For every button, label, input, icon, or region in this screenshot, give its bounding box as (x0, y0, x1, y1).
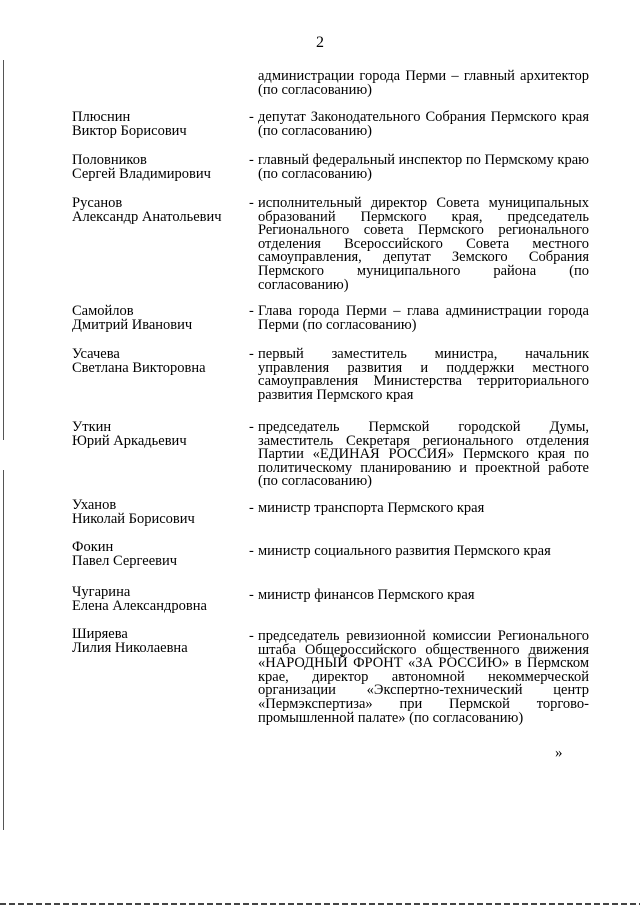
member-position-text: Глава города Перми – глава администрации города Перми (по согласованию) (258, 303, 589, 333)
member-name (72, 154, 247, 181)
member-position (249, 346, 589, 403)
member-position-text: председатель ревизионной комиссии Регионального штаба Общероссийского общественного движения «НАРОДНЫЙ ФРОНТ «ЗА РОССИЮ» в Пермском крае, директор автономной некоммерческой организации «Экспертно-технический центр «Пермэкспертиза» при Пермской торгово-промышленной палате» (по согласованию) (258, 628, 589, 726)
member-given-names: Елена Александровна (72, 597, 207, 614)
continuation-text: администрации города Перми – главный архитектор (по согласованию) (258, 68, 589, 98)
member-position (249, 587, 589, 603)
member-given-names: Александр Анатольевич (72, 208, 222, 225)
member-surname: Усачева (72, 346, 120, 362)
member-given-names: Сергей Владимирович (72, 165, 211, 182)
list-dash: - (249, 419, 254, 435)
member-name (72, 541, 247, 568)
scan-edge-line (3, 470, 4, 830)
member-given-names: Лилия Николаевна (72, 639, 188, 656)
list-dash: - (249, 152, 254, 168)
member-position (249, 195, 589, 293)
member-given-names: Юрий Аркадьевич (72, 432, 187, 449)
member-name (72, 628, 247, 655)
member-position (249, 109, 589, 139)
closing-quote: » (555, 745, 563, 761)
member-surname: Плюснин (72, 109, 131, 125)
member-position (249, 543, 589, 559)
member-position-text: министр социального развития Пермского края (258, 543, 551, 559)
member-given-names: Николай Борисович (72, 510, 195, 527)
member-position (249, 628, 589, 726)
member-position-text: главный федеральный инспектор по Пермскому краю (по согласованию) (258, 152, 589, 182)
scan-edge-line (3, 60, 4, 440)
list-dash: - (249, 628, 254, 644)
member-surname: Русанов (72, 195, 123, 211)
member-position-text: министр транспорта Пермского края (258, 500, 485, 516)
list-dash: - (249, 346, 254, 362)
member-surname: Уханов (72, 497, 117, 513)
member-position (249, 152, 589, 182)
list-dash: - (249, 195, 254, 211)
member-surname: Самойлов (72, 303, 134, 319)
page-number: 2 (316, 34, 324, 51)
member-surname: Фокин (72, 539, 114, 555)
member-surname: Половников (72, 152, 147, 168)
member-given-names: Светлана Викторовна (72, 359, 206, 376)
member-name (72, 499, 247, 526)
list-dash: - (249, 587, 254, 603)
member-position (249, 303, 589, 333)
member-given-names: Дмитрий Иванович (72, 316, 193, 333)
member-name (72, 111, 247, 138)
member-position-text: председатель Пермской городской Думы, заместитель Секретаря регионального отделения Партии «ЕДИНАЯ РОССИЯ» Пермского края по политическому планированию и проектной работе (по согласованию) (258, 419, 589, 490)
member-name (72, 197, 247, 224)
member-position-text: депутат Законодательного Собрания Пермского края (по согласованию) (258, 109, 589, 139)
member-name (72, 348, 247, 375)
member-position-text: министр финансов Пермского края (258, 587, 475, 603)
member-given-names: Павел Сергеевич (72, 552, 178, 569)
member-name (72, 305, 247, 332)
list-dash: - (249, 303, 254, 319)
member-position-text: первый заместитель министра, начальник управления развития и поддержки местного самоуправления Министерства территориального развития Пермского края (258, 346, 589, 403)
member-given-names: Виктор Борисович (72, 122, 187, 139)
member-surname: Чугарина (72, 584, 131, 600)
member-name (72, 421, 247, 448)
list-dash: - (249, 500, 254, 516)
list-dash: - (249, 109, 254, 125)
member-position (249, 419, 589, 490)
member-surname: Уткин (72, 419, 112, 435)
member-surname: Ширяева (72, 626, 128, 642)
member-position-text: исполнительный директор Совета муниципальных образований Пермского края, председатель Регионального совета Пермского регионального отделения Всероссийского Совета местного самоуправления, депутат Земского Собрания Пермского муниципального района (по согласованию) (258, 195, 589, 293)
list-dash: - (249, 543, 254, 559)
member-position (249, 500, 589, 516)
member-name (72, 586, 247, 613)
